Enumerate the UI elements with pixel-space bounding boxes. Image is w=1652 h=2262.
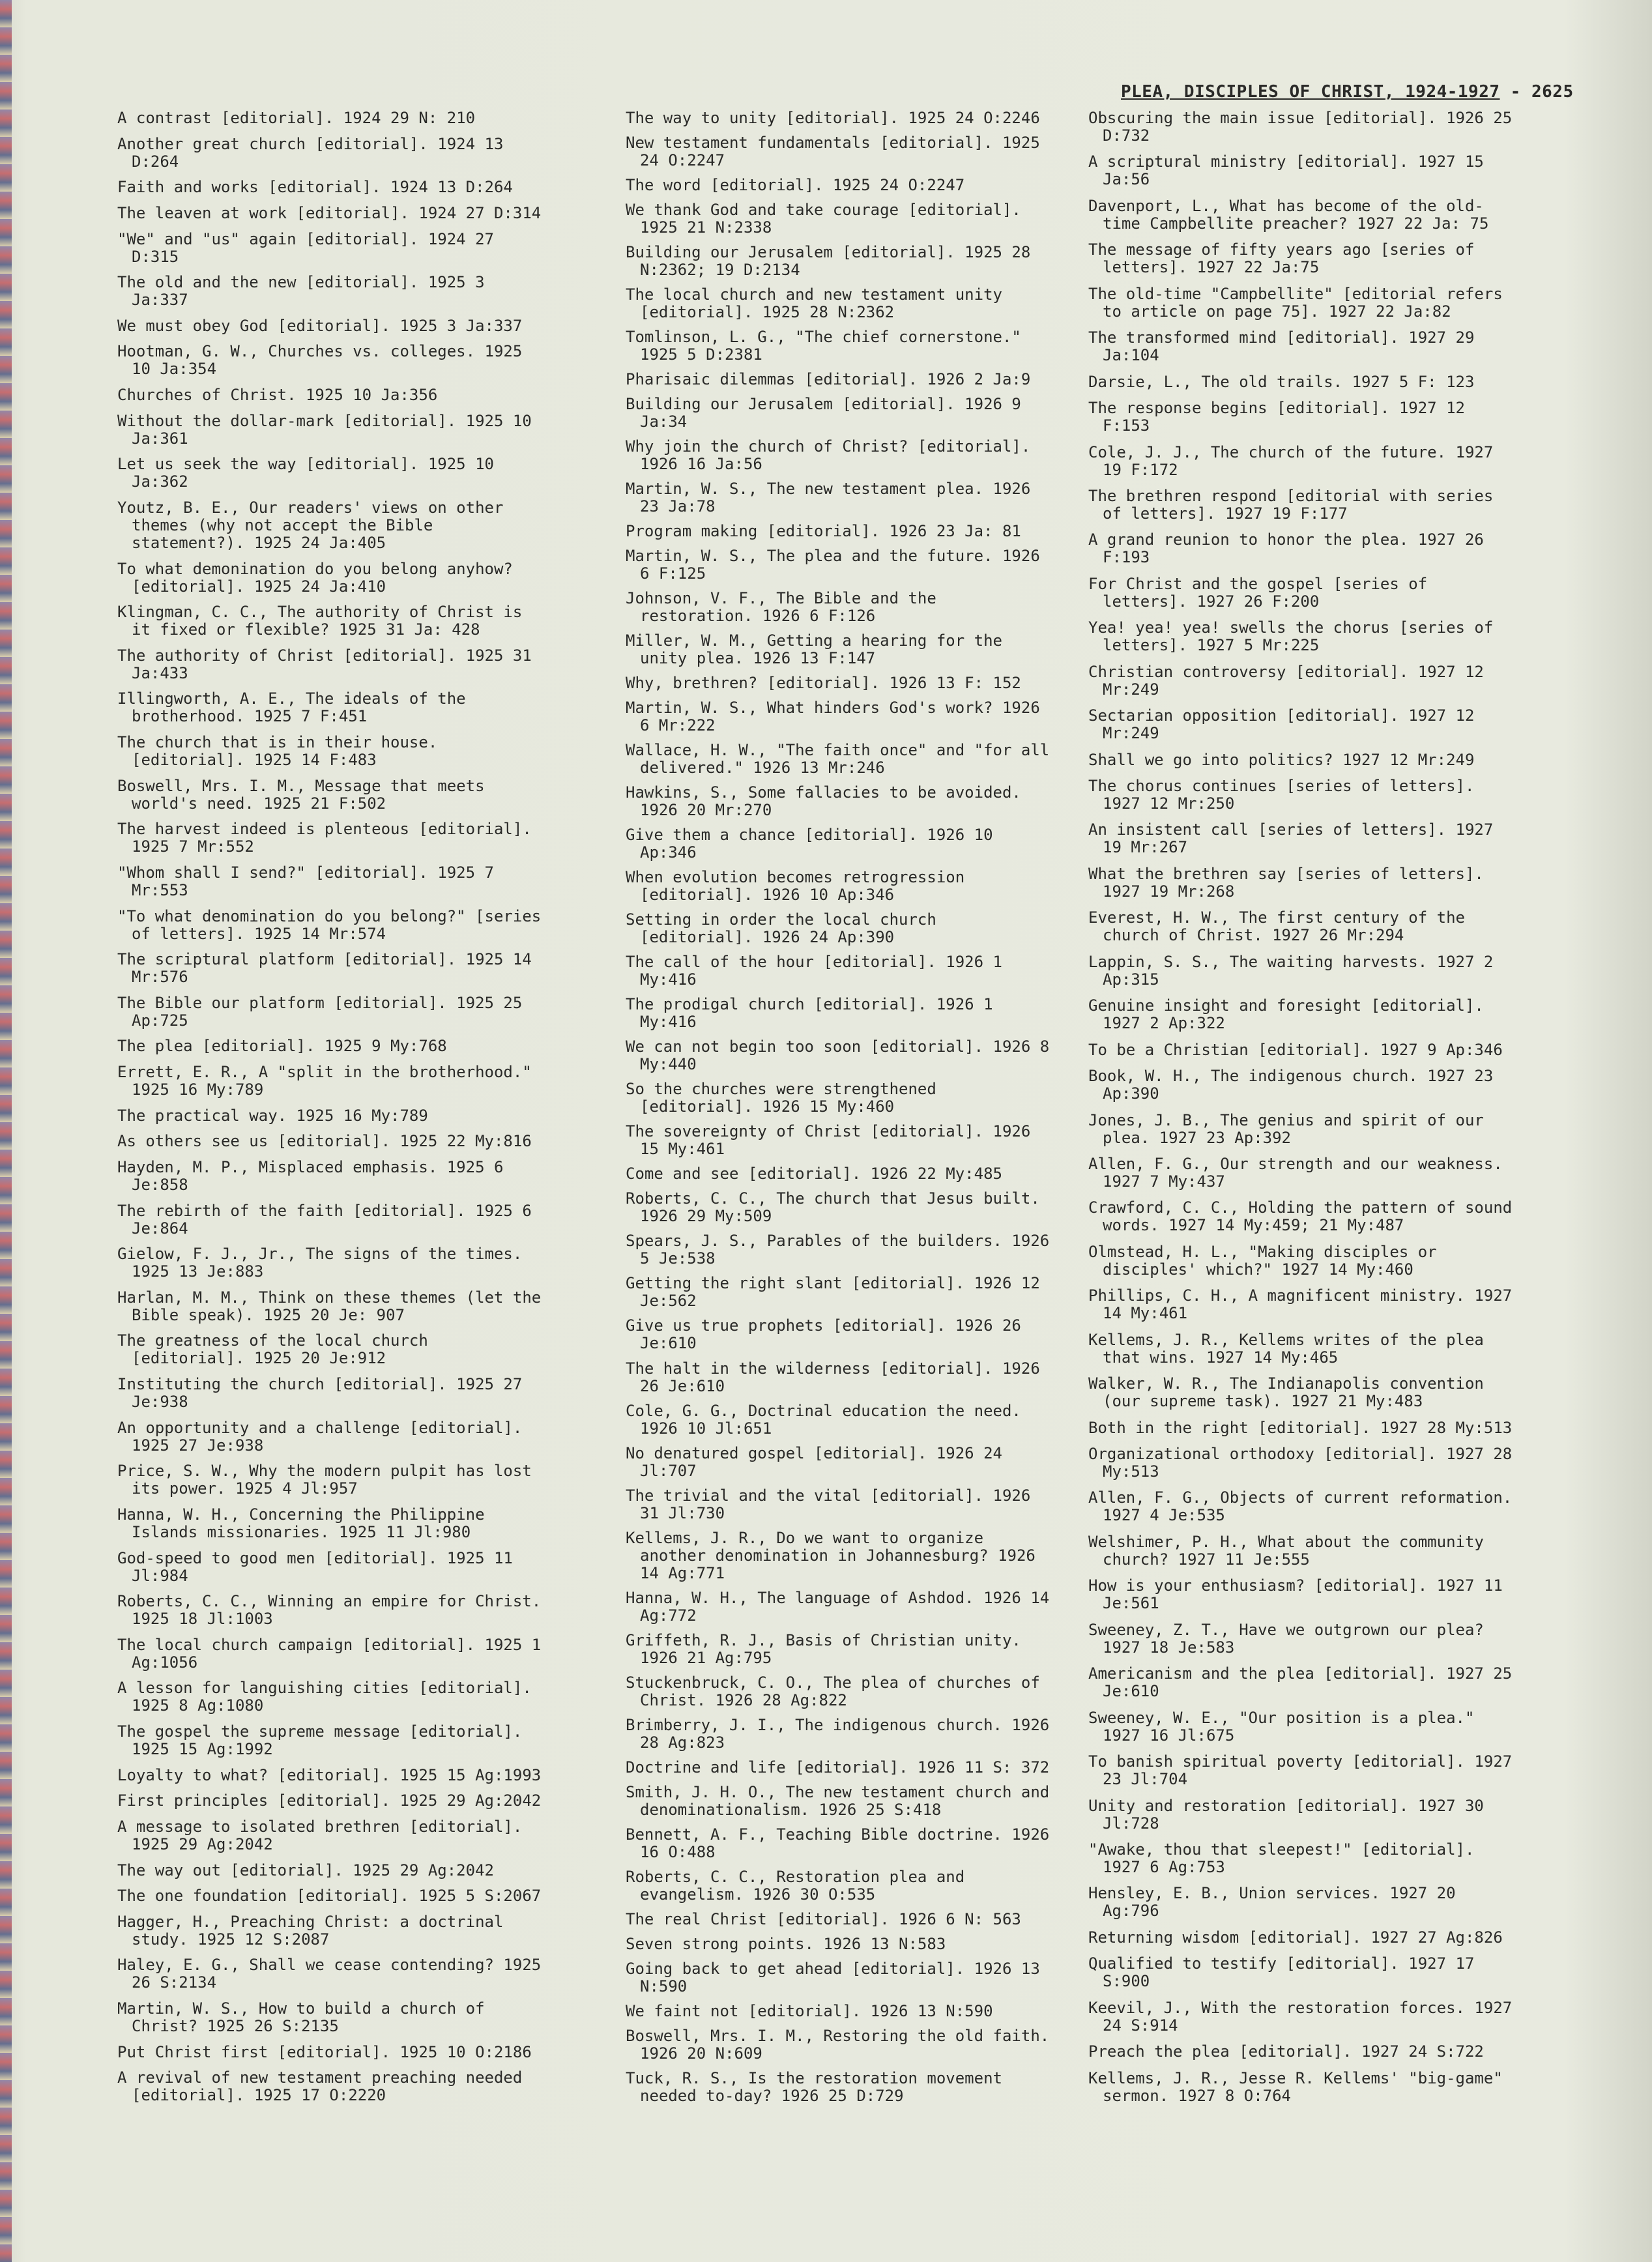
index-entry: Faith and works [editorial]. 1924 13 D:264 [117, 178, 513, 197]
index-entry: Why, brethren? [editorial]. 1926 13 F: 152 [626, 674, 1021, 693]
index-entry: Roberts, C. C., Restoration plea and evangelism. 1926 30 O:535 [626, 1867, 974, 1904]
index-entry: The Bible our platform [editorial]. 1925 25 Ap:725 [117, 993, 532, 1030]
index-entry: Boswell, Mrs. I. M., Message that meets world's need. 1925 21 F:502 [117, 776, 494, 813]
index-entry: Loyalty to what? [editorial]. 1925 15 Ag:1993 [117, 1765, 542, 1784]
index-entry: God-speed to good men [editorial]. 1925 11 Jl:984 [117, 1548, 523, 1585]
index-column-2 [626, 109, 1059, 2112]
index-entry: Everest, H. W., The first century of the church of Christ. 1927 26 Mr:294 [1088, 908, 1475, 945]
index-entry: Davenport, L., What has become of the old-time Campbellite preacher? 1927 22 Ja: 75 [1088, 196, 1489, 233]
index-entry: The message of fifty years ago [series of letters]. 1927 22 Ja:75 [1088, 240, 1484, 277]
index-entry: Griffeth, R. J., Basis of Christian unity. 1926 21 Ag:795 [626, 1631, 1031, 1667]
index-entry: Brimberry, J. I., The indigenous church. 1926 28 Ag:823 [626, 1715, 1059, 1752]
index-entry: Shall we go into politics? 1927 12 Mr:249 [1088, 750, 1475, 769]
index-entry: Olmstead, H. L., "Making disciples or disciples' which?" 1927 14 My:460 [1088, 1242, 1447, 1279]
index-entry: The one foundation [editorial]. 1925 5 S:2067 [117, 1887, 542, 1906]
index-entry: Errett, E. R., A "split in the brotherhood." 1925 16 My:789 [117, 1063, 542, 1099]
index-entry: Hanna, W. H., Concerning the Philippine Islands missionaries. 1925 11 Jl:980 [117, 1505, 494, 1541]
index-entry: Without the dollar-mark [editorial]. 1925 10 Ja:361 [117, 411, 542, 448]
index-entry: Jones, J. B., The genius and spirit of our plea. 1927 23 Ap:392 [1088, 1110, 1494, 1147]
index-entry: Phillips, C. H., A magnificent ministry. 1927 14 My:461 [1088, 1286, 1522, 1323]
index-entry: Johnson, V. F., The Bible and the restoration. 1926 6 F:126 [626, 589, 946, 626]
index-entry: The sovereignty of Christ [editorial]. 1926 15 My:461 [626, 1122, 1040, 1159]
index-entry: For Christ and the gospel [series of letters]. 1927 26 F:200 [1088, 574, 1437, 611]
index-entry: Miller, W. M., Getting a hearing for the unity plea. 1926 13 F:147 [626, 631, 1012, 668]
index-entry: We can not begin too soon [editorial]. 1926 8 My:440 [626, 1037, 1059, 1074]
index-entry: The practical way. 1925 16 My:789 [117, 1106, 428, 1125]
index-entry: The old and the new [editorial]. 1925 3 Ja:337 [117, 273, 494, 310]
index-entry: We faint not [editorial]. 1926 13 N:590 [626, 2001, 993, 2020]
index-entry: No denatured gospel [editorial]. 1926 24 Jl:707 [626, 1443, 1012, 1480]
index-entry: The greatness of the local church [editorial]. 1925 20 Je:912 [117, 1331, 438, 1368]
index-entry: Both in the right [editorial]. 1927 28 My:513 [1088, 1418, 1513, 1437]
index-entry: As others see us [editorial]. 1925 22 My:816 [117, 1132, 532, 1151]
index-entry: The chorus continues [series of letters]. 1927 12 Mr:250 [1088, 777, 1484, 813]
index-entry: The halt in the wilderness [editorial]. 1926 26 Je:610 [626, 1359, 1050, 1395]
index-entry: "Whom shall I send?" [editorial]. 1925 7 Mr:553 [117, 863, 504, 899]
index-entry: The gospel the supreme message [editorial]. 1925 15 Ag:1992 [117, 1722, 532, 1758]
index-entry: Klingman, C. C., The authority of Christ is it fixed or flexible? 1925 31 Ja: 428 [117, 603, 532, 639]
index-entry: Keevil, J., With the restoration forces. 1927 24 S:914 [1088, 1998, 1522, 2035]
index-entry: Setting in order the local church [editorial]. 1926 24 Ap:390 [626, 910, 946, 947]
index-entry: Smith, J. H. O., The new testament church and denominationalism. 1926 25 S:418 [626, 1782, 1059, 1819]
index-entry: The way out [editorial]. 1925 29 Ag:2042 [117, 1861, 494, 1879]
index-entry: Doctrine and life [editorial]. 1926 11 S: 372 [626, 1758, 1050, 1776]
index-entry: Hayden, M. P., Misplaced emphasis. 1925 6 Je:858 [117, 1157, 513, 1194]
index-entry: Obscuring the main issue [editorial]. 1926 25 D:732 [1088, 109, 1522, 145]
index-entry: The local church campaign [editorial]. 1925 1 Ag:1056 [117, 1635, 551, 1672]
page-number: 2625 [1531, 82, 1574, 102]
index-column-1 [117, 109, 551, 2113]
index-entry: So the churches were strengthened [editorial]. 1926 15 My:460 [626, 1080, 946, 1116]
index-entry: We thank God and take courage [editorial]. 1925 21 N:2338 [626, 201, 1031, 237]
index-entry: Martin, W. S., How to build a church of Christ? 1925 26 S:2135 [117, 1999, 494, 2035]
index-entry: The brethren respond [editorial with series of letters]. 1927 19 F:177 [1088, 486, 1503, 523]
index-entry: How is your enthusiasm? [editorial]. 1927 11 Je:561 [1088, 1576, 1513, 1613]
index-entry: A contrast [editorial]. 1924 29 N: 210 [117, 109, 476, 127]
index-entry: The scriptural platform [editorial]. 1925 14 Mr:576 [117, 950, 542, 987]
index-entry: Martin, W. S., The new testament plea. 1926 23 Ja:78 [626, 480, 1040, 516]
index-entry: Hagger, H., Preaching Christ: a doctrinal study. 1925 12 S:2087 [117, 1912, 513, 1949]
index-entry: Hootman, G. W., Churches vs. colleges. 1925 10 Ja:354 [117, 342, 532, 379]
index-entry: "Awake, thou that sleepest!" [editorial]. 1927 6 Ag:753 [1088, 1840, 1484, 1876]
index-entry: Sectarian opposition [editorial]. 1927 12 Mr:249 [1088, 706, 1484, 743]
index-entry: The call of the hour [editorial]. 1926 1 My:416 [626, 953, 1012, 989]
index-entry: An opportunity and a challenge [editorial]. 1925 27 Je:938 [117, 1418, 532, 1455]
index-entry: Pharisaic dilemmas [editorial]. 1926 2 Ja:9 [626, 370, 1031, 389]
index-entry: Book, W. H., The indigenous church. 1927 23 Ap:390 [1088, 1067, 1503, 1103]
index-entry: To be a Christian [editorial]. 1927 9 Ap:346 [1088, 1040, 1503, 1059]
index-entry: When evolution becomes retrogression [editorial]. 1926 10 Ap:346 [626, 868, 974, 905]
index-entry: Martin, W. S., What hinders God's work? 1926 6 Mr:222 [626, 699, 1050, 735]
index-entry: Churches of Christ. 1925 10 Ja:356 [117, 386, 438, 404]
index-entry: Building our Jerusalem [editorial]. 1926 9 Ja:34 [626, 395, 1031, 431]
index-entry: Returning wisdom [editorial]. 1927 27 Ag:826 [1088, 1928, 1503, 1947]
index-entry: Let us seek the way [editorial]. 1925 10 Ja:362 [117, 455, 504, 491]
index-entry: Program making [editorial]. 1926 23 Ja: 81 [626, 522, 1021, 541]
index-entry: Price, S. W., Why the modern pulpit has lost its power. 1925 4 Jl:957 [117, 1462, 542, 1498]
index-entry: Wallace, H. W., "The faith once" and "for all delivered." 1926 13 Mr:246 [626, 741, 1059, 777]
index-entry: Sweeney, W. E., "Our position is a plea." 1927 16 Jl:675 [1088, 1708, 1484, 1745]
index-entry: Roberts, C. C., The church that Jesus built. 1926 29 My:509 [626, 1189, 1050, 1226]
index-entry: Organizational orthodoxy [editorial]. 1927 28 My:513 [1088, 1445, 1522, 1481]
index-entry: Illingworth, A. E., The ideals of the brotherhood. 1925 7 F:451 [117, 689, 476, 726]
index-entry: Building our Jerusalem [editorial]. 1925 28 N:2362; 19 D:2134 [626, 243, 1040, 280]
index-entry: Put Christ first [editorial]. 1925 10 O:2186 [117, 2042, 532, 2061]
index-entry: A message to isolated brethren [editorial]. 1925 29 Ag:2042 [117, 1817, 532, 1853]
binding-edge [0, 0, 12, 2262]
index-entry: Spears, J. S., Parables of the builders. 1926 5 Je:538 [626, 1232, 1059, 1268]
index-entry: The transformed mind [editorial]. 1927 29 Ja:104 [1088, 328, 1484, 365]
index-entry: Welshimer, P. H., What about the community church? 1927 11 Je:555 [1088, 1532, 1494, 1569]
index-entry: Hanna, W. H., The language of Ashdod. 1926 14 Ag:772 [626, 1588, 1059, 1625]
index-entry: Americanism and the plea [editorial]. 1927 25 Je:610 [1088, 1664, 1522, 1701]
index-entry: Tuck, R. S., Is the restoration movement needed to-day? 1926 25 D:729 [626, 2068, 1012, 2105]
index-entry: Christian controversy [editorial]. 1927 12 Mr:249 [1088, 662, 1494, 699]
index-entry: The rebirth of the faith [editorial]. 1925 6 Je:864 [117, 1201, 542, 1238]
index-entry: A grand reunion to honor the plea. 1927 26 F:193 [1088, 530, 1494, 567]
index-entry: Come and see [editorial]. 1926 22 My:485 [626, 1165, 1002, 1183]
index-entry: Another great church [editorial]. 1924 13 D:264 [117, 134, 513, 171]
index-column-3 [1088, 109, 1522, 2113]
index-entry: A revival of new testament preaching needed [editorial]. 1925 17 O:2220 [117, 2068, 532, 2105]
index-entry: Lappin, S. S., The waiting harvests. 1927 2 Ap:315 [1088, 952, 1503, 989]
index-entry: The harvest indeed is plenteous [editorial]. 1925 7 Mr:552 [117, 820, 542, 856]
index-entry: What the brethren say [series of letters]. 1927 19 Mr:268 [1088, 864, 1494, 901]
index-entry: Hawkins, S., Some fallacies to be avoided. 1926 20 Mr:270 [626, 783, 1031, 820]
index-entry: Preach the plea [editorial]. 1927 24 S:722 [1088, 2042, 1484, 2061]
index-entry: Harlan, M. M., Think on these themes (let the Bible speak). 1925 20 Je: 907 [117, 1288, 551, 1324]
index-entry: Yea! yea! yea! swells the chorus [series of letters]. 1927 5 Mr:225 [1088, 618, 1503, 655]
index-entry: A lesson for languishing cities [editorial]. 1925 8 Ag:1080 [117, 1679, 542, 1715]
index-entry: Youtz, B. E., Our readers' views on other themes (why not accept the Bible statement?). 1925 24 Ja:405 [117, 498, 513, 552]
index-entry: Unity and restoration [editorial]. 1927 30 Jl:728 [1088, 1796, 1494, 1833]
index-entry: Walker, W. R., The Indianapolis convention (our supreme task). 1927 21 My:483 [1088, 1374, 1494, 1411]
index-entry: Qualified to testify [editorial]. 1927 17 S:900 [1088, 1954, 1484, 1991]
index-entry: The trivial and the vital [editorial]. 1926 31 Jl:730 [626, 1486, 1040, 1522]
index-entry: Kellems, J. R., Do we want to organize another denomination in Johannesburg? 1926 14 Ag:771 [626, 1528, 1045, 1582]
index-entry: The plea [editorial]. 1925 9 My:768 [117, 1037, 447, 1056]
index-entry: A scriptural ministry [editorial]. 1927 15 Ja:56 [1088, 152, 1494, 189]
header-separator: - [1500, 82, 1531, 102]
index-entry: Stuckenbruck, C. O., The plea of churches of Christ. 1926 28 Ag:822 [626, 1673, 1050, 1709]
index-entry: The church that is in their house. [editorial]. 1925 14 F:483 [117, 733, 447, 769]
index-entry: "We" and "us" again [editorial]. 1924 27 D:315 [117, 229, 504, 266]
index-entry: Why join the church of Christ? [editorial]. 1926 16 Ja:56 [626, 437, 1040, 474]
index-entry: Crawford, C. C., Holding the pattern of sound words. 1927 14 My:459; 21 My:487 [1088, 1198, 1522, 1235]
index-entry: Haley, E. G., Shall we cease contending? 1925 26 S:2134 [117, 1956, 551, 1992]
index-entry: Tomlinson, L. G., "The chief cornerstone." 1925 5 D:2381 [626, 328, 1031, 364]
running-header [1121, 82, 1574, 102]
index-entry: The leaven at work [editorial]. 1924 27 D:314 [117, 203, 542, 222]
index-entry: Hensley, E. B., Union services. 1927 20 Ag:796 [1088, 1884, 1465, 1921]
index-entry: Allen, F. G., Our strength and our weakness. 1927 7 My:437 [1088, 1154, 1513, 1191]
index-entry: The way to unity [editorial]. 1925 24 O:2246 [626, 109, 1040, 127]
index-entry: The response begins [editorial]. 1927 12 F:153 [1088, 399, 1475, 435]
index-entry: To what demonination do you belong anyhow? [editorial]. 1925 24 Ja:410 [117, 559, 523, 596]
index-entry: Sweeney, Z. T., Have we outgrown our plea? 1927 18 Je:583 [1088, 1620, 1494, 1657]
index-entry: An insistent call [series of letters]. 1927 19 Mr:267 [1088, 820, 1503, 857]
index-entry: The authority of Christ [editorial]. 1925 31 Ja:433 [117, 646, 542, 682]
index-entry: Cole, J. J., The church of the future. 1927 19 F:172 [1088, 442, 1503, 479]
index-entry: "To what denomination do you belong?" [series of letters]. 1925 14 Mr:574 [117, 906, 551, 943]
index-entry: The real Christ [editorial]. 1926 6 N: 563 [626, 1909, 1021, 1928]
index-entry: Seven strong points. 1926 13 N:583 [626, 1934, 946, 1953]
index-entry: To banish spiritual poverty [editorial]. 1927 23 Jl:704 [1088, 1752, 1522, 1789]
index-entry: Boswell, Mrs. I. M., Restoring the old faith. 1926 20 N:609 [626, 2026, 1059, 2063]
index-entry: Martin, W. S., The plea and the future. 1926 6 F:125 [626, 547, 1050, 583]
index-entry: Darsie, L., The old trails. 1927 5 F: 123 [1088, 372, 1475, 391]
header-title: PLEA, DISCIPLES OF CHRIST, 1924-1927 [1121, 82, 1500, 102]
index-entry: We must obey God [editorial]. 1925 3 Ja:337 [117, 316, 523, 335]
index-entry: The old-time "Campbellite" [editorial refers to article on page 75]. 1927 22 Ja:82 [1088, 284, 1513, 321]
index-entry: Give them a chance [editorial]. 1926 10 Ap:346 [626, 826, 1002, 862]
index-entry: The word [editorial]. 1925 24 O:2247 [626, 176, 965, 195]
index-entry: Kellems, J. R., Jesse R. Kellems' "big-game" sermon. 1927 8 O:764 [1088, 2068, 1513, 2105]
index-entry: Genuine insight and foresight [editorial]. 1927 2 Ap:322 [1088, 996, 1494, 1033]
index-entry: First principles [editorial]. 1925 29 Ag:2042 [117, 1791, 542, 1810]
index-entry: Allen, F. G., Objects of current reformation. 1927 4 Je:535 [1088, 1488, 1522, 1525]
index-entry: The prodigal church [editorial]. 1926 1 My:416 [626, 995, 1002, 1032]
index-entry: Gielow, F. J., Jr., The signs of the times. 1925 13 Je:883 [117, 1245, 532, 1281]
index-entry: New testament fundamentals [editorial]. 1925 24 O:2247 [626, 134, 1050, 170]
index-entry: Roberts, C. C., Winning an empire for Christ. 1925 18 Jl:1003 [117, 1592, 551, 1629]
index-entry: Going back to get ahead [editorial]. 1926 13 N:590 [626, 1959, 1050, 1995]
index-entry: Cole, G. G., Doctrinal education the need. 1926 10 Jl:651 [626, 1401, 1031, 1438]
index-entry: Kellems, J. R., Kellems writes of the plea that wins. 1927 14 My:465 [1088, 1330, 1494, 1367]
index-entry: Bennett, A. F., Teaching Bible doctrine. 1926 16 O:488 [626, 1825, 1059, 1861]
index-entry: Getting the right slant [editorial]. 1926 12 Je:562 [626, 1274, 1050, 1311]
index-entry: Give us true prophets [editorial]. 1926 26 Je:610 [626, 1316, 1031, 1353]
index-entry: Instituting the church [editorial]. 1925 27 Je:938 [117, 1375, 532, 1411]
index-entry: The local church and new testament unity [editorial]. 1925 28 N:2362 [626, 285, 1012, 322]
